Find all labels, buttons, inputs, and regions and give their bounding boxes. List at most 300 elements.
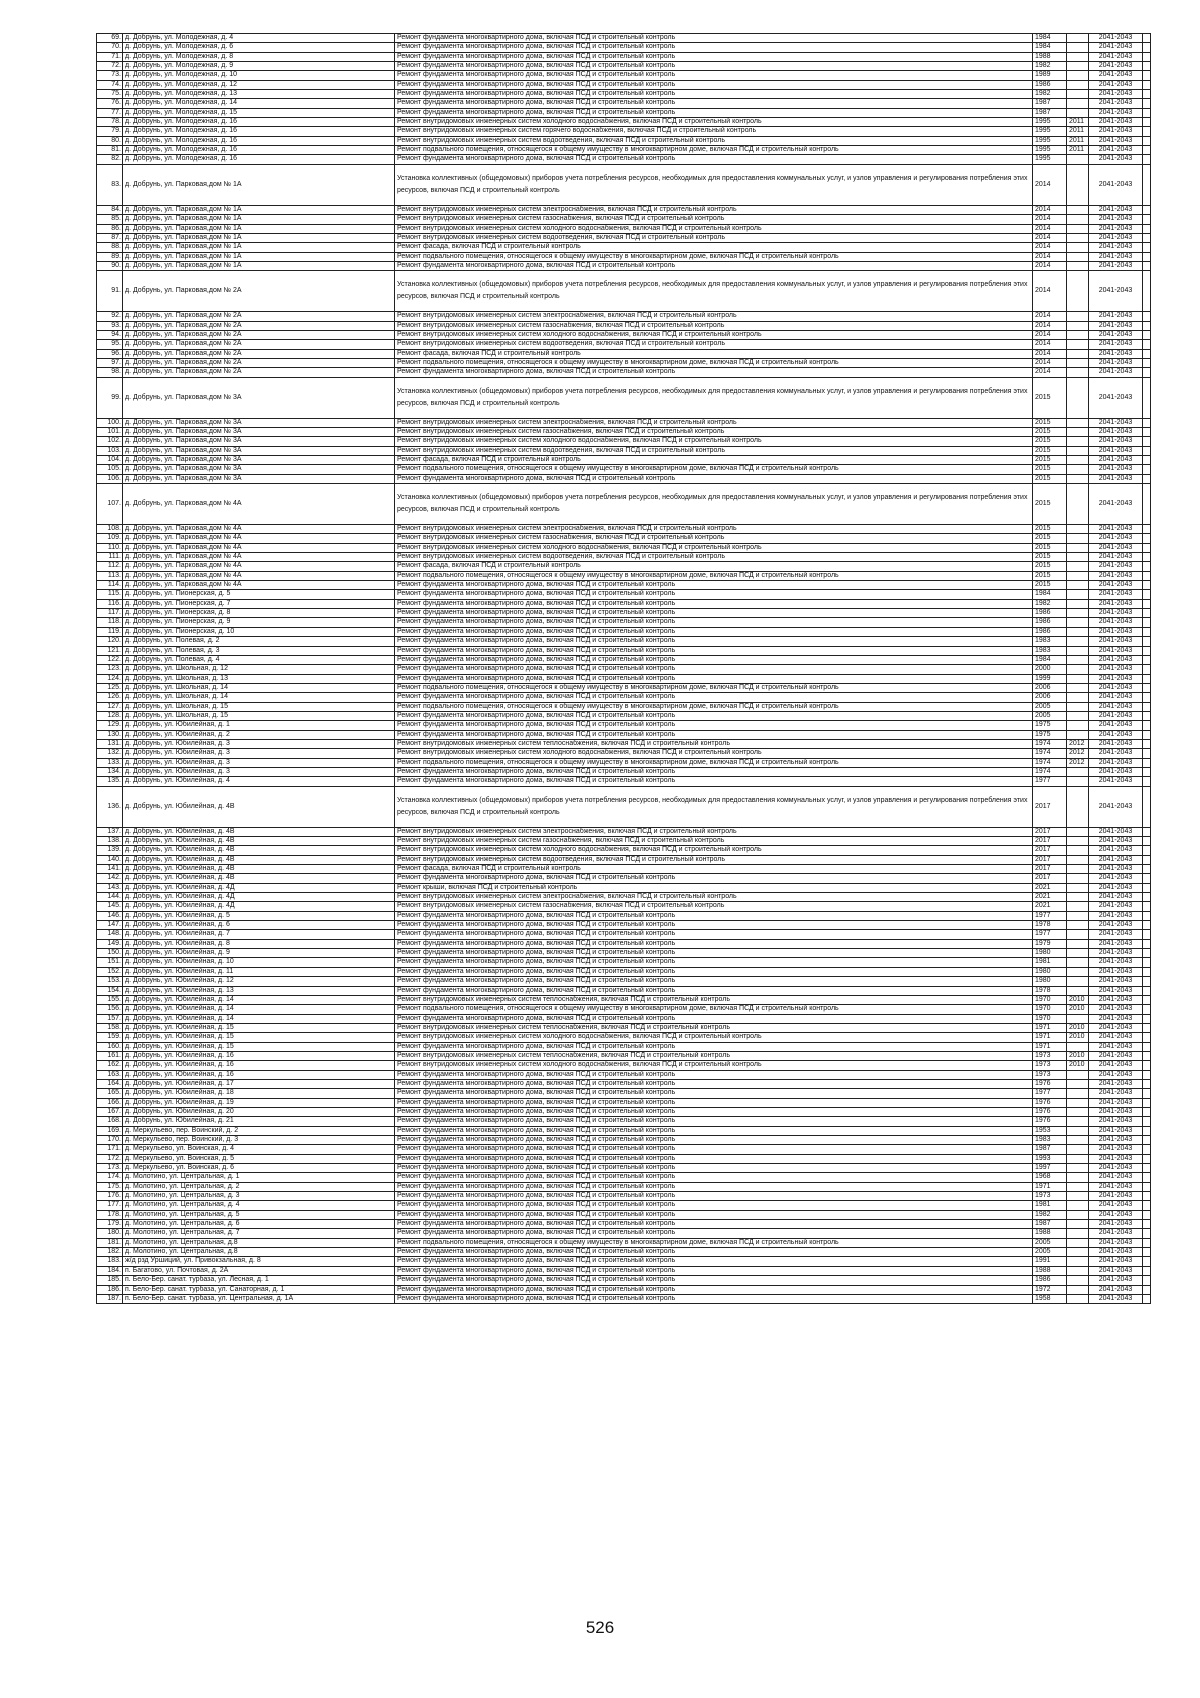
work-description-cell: Ремонт внутридомовых инженерных систем холодного водоснабжения, включая ПСД и строительный контроль: [395, 1061, 1033, 1070]
empty-cell: [1143, 1117, 1151, 1126]
row-number: 111.: [97, 553, 123, 562]
build-year-cell: 2015: [1033, 377, 1067, 418]
planned-period-cell: 2041-2043: [1089, 34, 1143, 43]
work-description-cell: Ремонт фундамента многоквартирного дома, включая ПСД и строительный контроль: [395, 967, 1033, 976]
table-row: [97, 609, 1151, 618]
build-year-cell: 1986: [1033, 618, 1067, 627]
address-cell: п. Бело-Бер. санат. турбаза, ул. Санаторная, д. 1: [123, 1285, 395, 1294]
work-description-cell: Ремонт фундамента многоквартирного дома, включая ПСД и строительный контроль: [395, 1107, 1033, 1116]
planned-period-cell: 2041-2043: [1089, 786, 1143, 827]
last-repair-year-cell: [1067, 977, 1089, 986]
row-number: 134.: [97, 767, 123, 776]
empty-cell: [1143, 646, 1151, 655]
last-repair-year-cell: [1067, 215, 1089, 224]
work-description-cell: Ремонт фундамента многоквартирного дома, включая ПСД и строительный контроль: [395, 930, 1033, 939]
row-number: 129.: [97, 721, 123, 730]
row-number: 102.: [97, 437, 123, 446]
row-number: 162.: [97, 1061, 123, 1070]
empty-cell: [1143, 562, 1151, 571]
address-cell: д. Добрунь, ул. Парковая,дом № 4А: [123, 543, 395, 552]
empty-cell: [1143, 80, 1151, 89]
planned-period-cell: 2041-2043: [1089, 1098, 1143, 1107]
row-number: 120.: [97, 637, 123, 646]
row-number: 140.: [97, 855, 123, 864]
work-description-cell: Ремонт фундамента многоквартирного дома, включая ПСД и строительный контроль: [395, 986, 1033, 995]
address-cell: д. Добрунь, ул. Юбилейная, д. 15: [123, 1023, 395, 1032]
row-number: 130.: [97, 730, 123, 739]
empty-cell: [1143, 939, 1151, 948]
row-number: 138.: [97, 837, 123, 846]
table-row: [97, 739, 1151, 748]
planned-period-cell: 2041-2043: [1089, 1051, 1143, 1060]
row-number: 112.: [97, 562, 123, 571]
work-description-cell: Ремонт фасада, включая ПСД и строительный контроль: [395, 562, 1033, 571]
build-year-cell: 1995: [1033, 155, 1067, 164]
last-repair-year-cell: 2011: [1067, 146, 1089, 155]
row-number: 142.: [97, 874, 123, 883]
address-cell: д. Добрунь, ул. Юбилейная, д. 4В: [123, 855, 395, 864]
planned-period-cell: 2041-2043: [1089, 749, 1143, 758]
address-cell: д. Добрунь, ул. Школьная, д. 14: [123, 693, 395, 702]
table-row: [97, 949, 1151, 958]
build-year-cell: 1988: [1033, 1229, 1067, 1238]
table-row: [97, 427, 1151, 436]
address-cell: д. Добрунь, ул. Пионерская, д. 9: [123, 618, 395, 627]
table-row: [97, 1285, 1151, 1294]
row-number: 70.: [97, 43, 123, 52]
address-cell: д. Добрунь, ул. Молодежная, д. 6: [123, 43, 395, 52]
table-row: [97, 243, 1151, 252]
empty-cell: [1143, 340, 1151, 349]
table-row: [97, 1257, 1151, 1266]
address-cell: д. Добрунь, ул. Парковая,дом № 2А: [123, 271, 395, 312]
empty-cell: [1143, 1220, 1151, 1229]
planned-period-cell: 2041-2043: [1089, 609, 1143, 618]
empty-cell: [1143, 1033, 1151, 1042]
work-description-cell: Ремонт фундамента многоквартирного дома, включая ПСД и строительный контроль: [395, 1220, 1033, 1229]
build-year-cell: 1958: [1033, 1294, 1067, 1303]
table-row: [97, 846, 1151, 855]
empty-cell: [1143, 243, 1151, 252]
work-description-cell: Ремонт фундамента многоквартирного дома, включая ПСД и строительный контроль: [395, 1154, 1033, 1163]
table-row: [97, 1164, 1151, 1173]
address-cell: д. Добрунь, ул. Молодежная, д. 16: [123, 136, 395, 145]
empty-cell: [1143, 1173, 1151, 1182]
build-year-cell: 2015: [1033, 465, 1067, 474]
last-repair-year-cell: 2010: [1067, 1061, 1089, 1070]
table-row: [97, 721, 1151, 730]
last-repair-year-cell: 2010: [1067, 995, 1089, 1004]
last-repair-year-cell: [1067, 571, 1089, 580]
address-cell: д. Добрунь, ул. Молодежная, д. 13: [123, 90, 395, 99]
address-cell: д. Добрунь, ул. Юбилейная, д. 8: [123, 939, 395, 948]
work-description-cell: Ремонт фундамента многоквартирного дома, включая ПСД и строительный контроль: [395, 80, 1033, 89]
work-description-cell: Ремонт внутридомовых инженерных систем холодного водоснабжения, включая ПСД и строительный контроль: [395, 330, 1033, 339]
build-year-cell: 1968: [1033, 1173, 1067, 1182]
empty-cell: [1143, 456, 1151, 465]
table-row: [97, 215, 1151, 224]
table-row: [97, 930, 1151, 939]
empty-cell: [1143, 437, 1151, 446]
last-repair-year-cell: [1067, 1107, 1089, 1116]
empty-cell: [1143, 911, 1151, 920]
table-row: [97, 767, 1151, 776]
planned-period-cell: 2041-2043: [1089, 930, 1143, 939]
last-repair-year-cell: [1067, 665, 1089, 674]
empty-cell: [1143, 711, 1151, 720]
empty-cell: [1143, 474, 1151, 483]
build-year-cell: 1974: [1033, 758, 1067, 767]
table-row: [97, 893, 1151, 902]
last-repair-year-cell: 2011: [1067, 118, 1089, 127]
row-number: 173.: [97, 1164, 123, 1173]
table-row: [97, 1154, 1151, 1163]
last-repair-year-cell: [1067, 271, 1089, 312]
planned-period-cell: 2041-2043: [1089, 1257, 1143, 1266]
row-number: 147.: [97, 921, 123, 930]
empty-cell: [1143, 52, 1151, 61]
address-cell: д. Добрунь, ул. Молодежная, д. 15: [123, 108, 395, 117]
work-description-cell: Ремонт фундамента многоквартирного дома, включая ПСД и строительный контроль: [395, 1042, 1033, 1051]
table-row: [97, 252, 1151, 261]
work-description-cell: Ремонт фундамента многоквартирного дома, включая ПСД и строительный контроль: [395, 52, 1033, 61]
table-row: [97, 1145, 1151, 1154]
address-cell: д. Добрунь, ул. Полевая, д. 4: [123, 655, 395, 664]
build-year-cell: 2015: [1033, 484, 1067, 525]
work-description-cell: Установка коллективных (общедомовых) приборов учета потребления ресурсов, необходимых для предоставления коммунальных услуг, и узлов управления и регулирования потребления этих ресурсов, включая ПСД и строительный контроль: [395, 271, 1033, 312]
planned-period-cell: 2041-2043: [1089, 1248, 1143, 1257]
empty-cell: [1143, 986, 1151, 995]
address-cell: д. Добрунь, ул. Юбилейная, д. 1: [123, 721, 395, 730]
table-row: [97, 224, 1151, 233]
planned-period-cell: 2041-2043: [1089, 62, 1143, 71]
build-year-cell: 1982: [1033, 62, 1067, 71]
build-year-cell: 1970: [1033, 1014, 1067, 1023]
build-year-cell: 2017: [1033, 855, 1067, 864]
planned-period-cell: 2041-2043: [1089, 321, 1143, 330]
row-number: 161.: [97, 1051, 123, 1060]
repair-schedule-sheet: [96, 33, 1150, 1304]
planned-period-cell: 2041-2043: [1089, 1107, 1143, 1116]
work-description-cell: Ремонт фундамента многоквартирного дома, включая ПСД и строительный контроль: [395, 1079, 1033, 1088]
work-description-cell: Ремонт фундамента многоквартирного дома, включая ПСД и строительный контроль: [395, 581, 1033, 590]
last-repair-year-cell: [1067, 1154, 1089, 1163]
row-number: 95.: [97, 340, 123, 349]
row-number: 148.: [97, 930, 123, 939]
row-number: 153.: [97, 977, 123, 986]
build-year-cell: 1977: [1033, 1089, 1067, 1098]
last-repair-year-cell: [1067, 562, 1089, 571]
planned-period-cell: 2041-2043: [1089, 52, 1143, 61]
empty-cell: [1143, 883, 1151, 892]
address-cell: д. Добрунь, ул. Юбилейная, д. 4Д: [123, 883, 395, 892]
last-repair-year-cell: [1067, 674, 1089, 683]
row-number: 83.: [97, 164, 123, 205]
row-number: 93.: [97, 321, 123, 330]
last-repair-year-cell: [1067, 534, 1089, 543]
row-number: 106.: [97, 474, 123, 483]
address-cell: ж/д рзд Уршиций, ул. Привокзальная, д. 8: [123, 1257, 395, 1266]
row-number: 146.: [97, 911, 123, 920]
empty-cell: [1143, 683, 1151, 692]
table-row: [97, 1023, 1151, 1032]
table-row: [97, 939, 1151, 948]
build-year-cell: 1971: [1033, 1033, 1067, 1042]
build-year-cell: 1976: [1033, 1107, 1067, 1116]
address-cell: д. Добрунь, ул. Парковая,дом № 3А: [123, 446, 395, 455]
empty-cell: [1143, 1042, 1151, 1051]
row-number: 119.: [97, 627, 123, 636]
address-cell: д. Добрунь, ул. Юбилейная, д. 16: [123, 1051, 395, 1060]
empty-cell: [1143, 1276, 1151, 1285]
planned-period-cell: 2041-2043: [1089, 164, 1143, 205]
address-cell: д. Добрунь, ул. Парковая,дом № 4А: [123, 553, 395, 562]
last-repair-year-cell: [1067, 721, 1089, 730]
row-number: 121.: [97, 646, 123, 655]
table-row: [97, 34, 1151, 43]
last-repair-year-cell: [1067, 967, 1089, 976]
work-description-cell: Ремонт фундамента многоквартирного дома, включая ПСД и строительный контроль: [395, 637, 1033, 646]
row-number: 127.: [97, 702, 123, 711]
last-repair-year-cell: [1067, 1201, 1089, 1210]
table-row: [97, 1005, 1151, 1014]
table-row: [97, 967, 1151, 976]
work-description-cell: Ремонт фундамента многоквартирного дома, включая ПСД и строительный контроль: [395, 958, 1033, 967]
address-cell: д. Добрунь, ул. Юбилейная, д. 11: [123, 967, 395, 976]
work-description-cell: Ремонт внутридомовых инженерных систем теплоснабжения, включая ПСД и строительный контроль: [395, 995, 1033, 1004]
table-row: [97, 855, 1151, 864]
row-number: 143.: [97, 883, 123, 892]
planned-period-cell: 2041-2043: [1089, 1210, 1143, 1219]
address-cell: д. Добрунь, ул. Юбилейная, д. 10: [123, 958, 395, 967]
table-row: [97, 1061, 1151, 1070]
empty-cell: [1143, 127, 1151, 136]
last-repair-year-cell: [1067, 1294, 1089, 1303]
planned-period-cell: 2041-2043: [1089, 581, 1143, 590]
work-description-cell: Ремонт фундамента многоквартирного дома, включая ПСД и строительный контроль: [395, 609, 1033, 618]
build-year-cell: 1987: [1033, 1220, 1067, 1229]
table-row: [97, 995, 1151, 1004]
planned-period-cell: 2041-2043: [1089, 883, 1143, 892]
planned-period-cell: 2041-2043: [1089, 599, 1143, 608]
build-year-cell: 1979: [1033, 939, 1067, 948]
planned-period-cell: 2041-2043: [1089, 562, 1143, 571]
build-year-cell: 2015: [1033, 562, 1067, 571]
planned-period-cell: 2041-2043: [1089, 721, 1143, 730]
last-repair-year-cell: [1067, 1173, 1089, 1182]
empty-cell: [1143, 855, 1151, 864]
empty-cell: [1143, 674, 1151, 683]
work-description-cell: Установка коллективных (общедомовых) приборов учета потребления ресурсов, необходимых для предоставления коммунальных услуг, и узлов управления и регулирования потребления этих ресурсов, включая ПСД и строительный контроль: [395, 786, 1033, 827]
empty-cell: [1143, 1248, 1151, 1257]
table-row: [97, 1089, 1151, 1098]
work-description-cell: Ремонт фундамента многоквартирного дома, включая ПСД и строительный контроль: [395, 721, 1033, 730]
build-year-cell: 1976: [1033, 1098, 1067, 1107]
row-number: 139.: [97, 846, 123, 855]
build-year-cell: 1977: [1033, 777, 1067, 786]
planned-period-cell: 2041-2043: [1089, 1276, 1143, 1285]
table-row: [97, 1117, 1151, 1126]
last-repair-year-cell: [1067, 243, 1089, 252]
empty-cell: [1143, 665, 1151, 674]
planned-period-cell: 2041-2043: [1089, 739, 1143, 748]
work-description-cell: Ремонт фундамента многоквартирного дома, включая ПСД и строительный контроль: [395, 777, 1033, 786]
address-cell: д. Добрунь, ул. Парковая,дом № 2А: [123, 340, 395, 349]
planned-period-cell: 2041-2043: [1089, 543, 1143, 552]
empty-cell: [1143, 1014, 1151, 1023]
address-cell: д. Молотино, ул. Центральная, д. 7: [123, 1229, 395, 1238]
build-year-cell: 2017: [1033, 874, 1067, 883]
row-number: 169.: [97, 1126, 123, 1135]
build-year-cell: 2014: [1033, 215, 1067, 224]
empty-cell: [1143, 1266, 1151, 1275]
row-number: 174.: [97, 1173, 123, 1182]
table-row: [97, 581, 1151, 590]
table-row: [97, 683, 1151, 692]
work-description-cell: Ремонт крыши, включая ПСД и строительный контроль: [395, 883, 1033, 892]
row-number: 131.: [97, 739, 123, 748]
planned-period-cell: 2041-2043: [1089, 874, 1143, 883]
empty-cell: [1143, 99, 1151, 108]
planned-period-cell: 2041-2043: [1089, 368, 1143, 377]
last-repair-year-cell: [1067, 1145, 1089, 1154]
work-description-cell: Ремонт фасада, включая ПСД и строительный контроль: [395, 243, 1033, 252]
work-description-cell: Ремонт фундамента многоквартирного дома, включая ПСД и строительный контроль: [395, 655, 1033, 664]
last-repair-year-cell: 2012: [1067, 758, 1089, 767]
address-cell: д. Добрунь, ул. Юбилейная, д. 4: [123, 777, 395, 786]
empty-cell: [1143, 418, 1151, 427]
address-cell: д. Меркульево, пер. Воинский, д. 2: [123, 1126, 395, 1135]
planned-period-cell: 2041-2043: [1089, 1220, 1143, 1229]
build-year-cell: 1997: [1033, 1164, 1067, 1173]
empty-cell: [1143, 865, 1151, 874]
address-cell: д. Добрунь, ул. Юбилейная, д. 6: [123, 921, 395, 930]
work-description-cell: Установка коллективных (общедомовых) приборов учета потребления ресурсов, необходимых для предоставления коммунальных услуг, и узлов управления и регулирования потребления этих ресурсов, включая ПСД и строительный контроль: [395, 164, 1033, 205]
address-cell: д. Добрунь, ул. Юбилейная, д. 15: [123, 1042, 395, 1051]
row-number: 90.: [97, 261, 123, 270]
table-row: [97, 418, 1151, 427]
work-description-cell: Ремонт фундамента многоквартирного дома, включая ПСД и строительный контроль: [395, 1117, 1033, 1126]
table-row: [97, 71, 1151, 80]
build-year-cell: 2006: [1033, 693, 1067, 702]
row-number: 181.: [97, 1238, 123, 1247]
row-number: 175.: [97, 1182, 123, 1191]
table-row: [97, 693, 1151, 702]
address-cell: д. Добрунь, ул. Юбилейная, д. 14: [123, 1005, 395, 1014]
build-year-cell: 1995: [1033, 118, 1067, 127]
table-row: [97, 1192, 1151, 1201]
row-number: 133.: [97, 758, 123, 767]
empty-cell: [1143, 590, 1151, 599]
planned-period-cell: 2041-2043: [1089, 71, 1143, 80]
empty-cell: [1143, 1061, 1151, 1070]
work-description-cell: Ремонт фундамента многоквартирного дома, включая ПСД и строительный контроль: [395, 730, 1033, 739]
build-year-cell: 1976: [1033, 1117, 1067, 1126]
address-cell: д. Добрунь, ул. Парковая,дом № 4А: [123, 562, 395, 571]
empty-cell: [1143, 637, 1151, 646]
planned-period-cell: 2041-2043: [1089, 1117, 1143, 1126]
planned-period-cell: 2041-2043: [1089, 1201, 1143, 1210]
empty-cell: [1143, 62, 1151, 71]
planned-period-cell: 2041-2043: [1089, 358, 1143, 367]
work-description-cell: Ремонт фундамента многоквартирного дома, включая ПСД и строительный контроль: [395, 1182, 1033, 1191]
repair-schedule-table: [96, 33, 1151, 1304]
planned-period-cell: 2041-2043: [1089, 484, 1143, 525]
last-repair-year-cell: [1067, 1266, 1089, 1275]
build-year-cell: 1974: [1033, 739, 1067, 748]
address-cell: д. Добрунь, ул. Пионерская, д. 8: [123, 609, 395, 618]
empty-cell: [1143, 215, 1151, 224]
table-body: [97, 34, 1151, 1304]
last-repair-year-cell: [1067, 90, 1089, 99]
empty-cell: [1143, 958, 1151, 967]
row-number: 123.: [97, 665, 123, 674]
address-cell: д. Добрунь, ул. Парковая,дом № 3А: [123, 456, 395, 465]
planned-period-cell: 2041-2043: [1089, 1089, 1143, 1098]
address-cell: д. Добрунь, ул. Школьная, д. 15: [123, 711, 395, 720]
table-row: [97, 977, 1151, 986]
work-description-cell: Ремонт фасада, включая ПСД и строительный контроль: [395, 456, 1033, 465]
last-repair-year-cell: [1067, 525, 1089, 534]
address-cell: д. Добрунь, ул. Парковая,дом № 1А: [123, 205, 395, 214]
empty-cell: [1143, 155, 1151, 164]
empty-cell: [1143, 525, 1151, 534]
row-number: 179.: [97, 1220, 123, 1229]
last-repair-year-cell: [1067, 465, 1089, 474]
planned-period-cell: 2041-2043: [1089, 553, 1143, 562]
work-description-cell: Ремонт внутридомовых инженерных систем холодного водоснабжения, включая ПСД и строительный контроль: [395, 846, 1033, 855]
empty-cell: [1143, 312, 1151, 321]
address-cell: д. Добрунь, ул. Парковая,дом № 3А: [123, 427, 395, 436]
empty-cell: [1143, 702, 1151, 711]
address-cell: д. Добрунь, ул. Парковая,дом № 1А: [123, 224, 395, 233]
address-cell: д. Добрунь, ул. Школьная, д. 12: [123, 665, 395, 674]
build-year-cell: 1981: [1033, 958, 1067, 967]
empty-cell: [1143, 599, 1151, 608]
empty-cell: [1143, 271, 1151, 312]
table-row: [97, 758, 1151, 767]
empty-cell: [1143, 618, 1151, 627]
empty-cell: [1143, 1023, 1151, 1032]
table-row: [97, 155, 1151, 164]
build-year-cell: 2014: [1033, 252, 1067, 261]
table-row: [97, 543, 1151, 552]
empty-cell: [1143, 1238, 1151, 1247]
work-description-cell: Ремонт внутридомовых инженерных систем газоснабжения, включая ПСД и строительный контроль: [395, 534, 1033, 543]
last-repair-year-cell: [1067, 321, 1089, 330]
empty-cell: [1143, 1257, 1151, 1266]
work-description-cell: Ремонт внутридомовых инженерных систем газоснабжения, включая ПСД и строительный контроль: [395, 837, 1033, 846]
empty-cell: [1143, 721, 1151, 730]
last-repair-year-cell: [1067, 80, 1089, 89]
row-number: 78.: [97, 118, 123, 127]
planned-period-cell: 2041-2043: [1089, 340, 1143, 349]
planned-period-cell: 2041-2043: [1089, 90, 1143, 99]
build-year-cell: 2014: [1033, 233, 1067, 242]
work-description-cell: Ремонт внутридомовых инженерных систем водоотведения, включая ПСД и строительный контроль: [395, 553, 1033, 562]
table-row: [97, 1098, 1151, 1107]
empty-cell: [1143, 427, 1151, 436]
address-cell: д. Молотино, ул. Центральная, д. 5: [123, 1210, 395, 1219]
empty-cell: [1143, 1145, 1151, 1154]
work-description-cell: Ремонт внутридомовых инженерных систем газоснабжения, включая ПСД и строительный контроль: [395, 215, 1033, 224]
address-cell: д. Добрунь, ул. Юбилейная, д. 16: [123, 1070, 395, 1079]
work-description-cell: Ремонт подвального помещения, относящегося к общему имуществу в многоквартирном доме, включая ПСД и строительный контроль: [395, 1238, 1033, 1247]
row-number: 87.: [97, 233, 123, 242]
work-description-cell: Ремонт фундамента многоквартирного дома, включая ПСД и строительный контроль: [395, 977, 1033, 986]
table-row: [97, 368, 1151, 377]
build-year-cell: 1972: [1033, 1285, 1067, 1294]
